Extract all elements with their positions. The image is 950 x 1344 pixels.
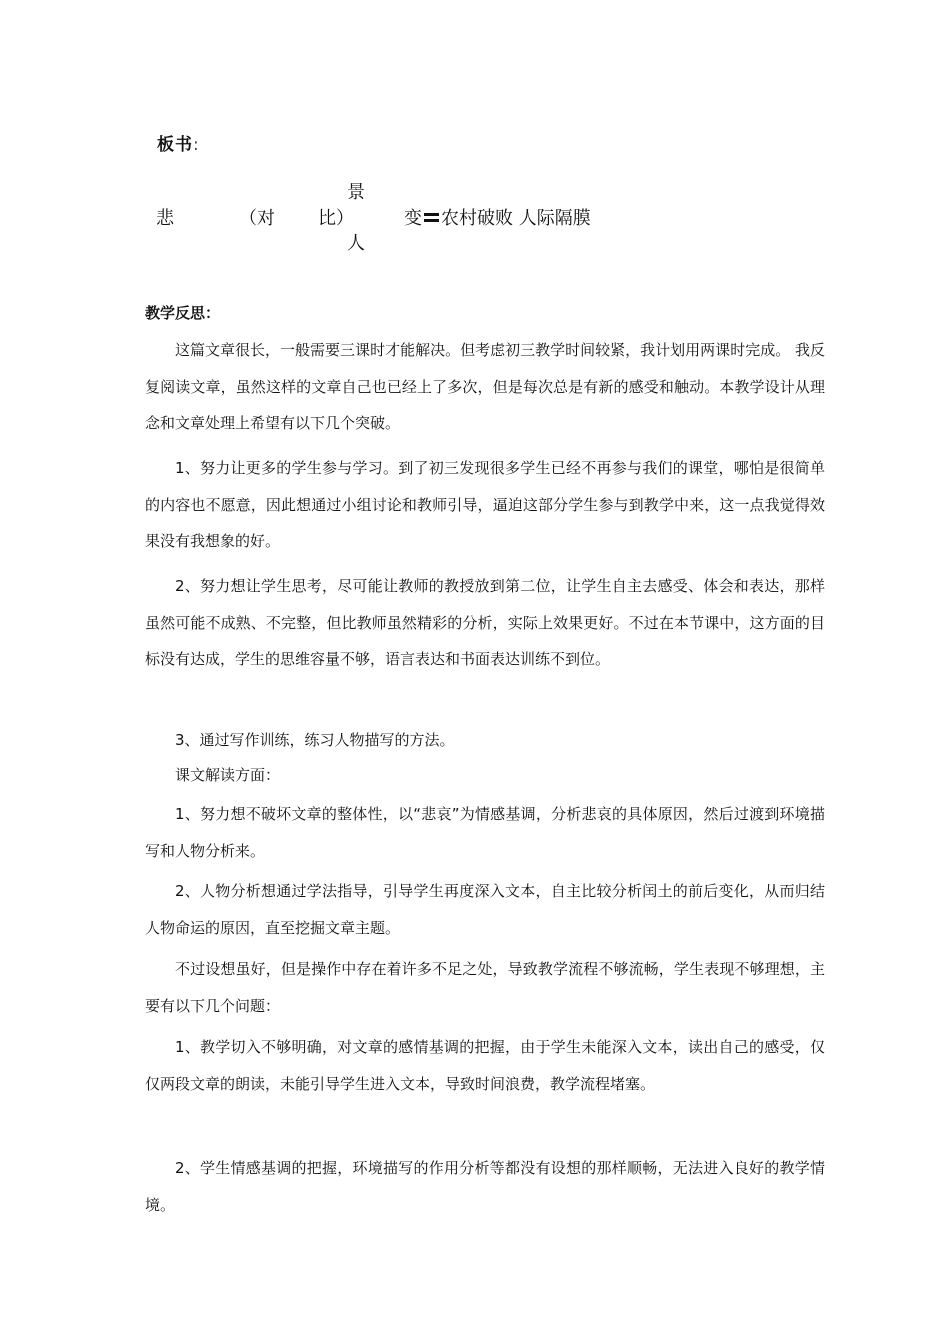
board-word-people: 人 xyxy=(347,233,365,254)
reflection-subheading: 课文解读方面： xyxy=(175,766,281,784)
reflection-paragraph: 1、努力让更多的学生参与学习。到了初三发现很多学生已经不再参与我们的课堂，哪怕是很简单的内容也不愿意，因此想通过小组讨论和教师引导，逼迫这部分学生参与到教学中来，这一点我觉得效果没有我想象的好。 xyxy=(145,459,825,550)
reflection-paragraph: 3、通过写作训练，练习人物描写的方法。 xyxy=(175,731,455,749)
board-word-contrast-left: （对 xyxy=(239,208,275,229)
board-word-contrast-right: 比） xyxy=(318,208,354,229)
reflection-heading: 教学反思： xyxy=(145,304,221,322)
equals-sign-icon xyxy=(424,213,439,222)
reflection-paragraph: 2、努力想让学生思考，尽可能让教师的教授放到第二位，让学生自主去感受、体会和表达，那样虽然可能不成熟、不完整，但比教师虽然精彩的分析，实际上效果更好。不过在本节课中，这方面的目标没有达成，学生的思维容量不够，语言表达和书面表达训练不到位。 xyxy=(145,577,825,668)
board-word-sorrow: 悲 xyxy=(156,208,174,229)
board-change-line xyxy=(404,208,591,230)
reflection-paragraph: 2、人物分析想通过学法指导，引导学生再度深入文本，自主比较分析闰土的前后变化，从而归结人物命运的原因，直至挖掘文章主题。 xyxy=(145,882,825,937)
reflection-paragraph: 不过设想虽好，但是操作中存在着许多不足之处，导致教学流程不够流畅，学生表现不够理想，主要有以下几个问题： xyxy=(145,960,825,1015)
reflection-paragraph: 1、努力想不破坏文章的整体性，以“悲哀”为情感基调，分析悲哀的具体原因，然后过渡到环境描写和人物分析来。 xyxy=(145,805,825,860)
reflection-paragraph: 这篇文章很长，一般需要三课时才能解决。但考虑初三教学时间较紧，我计划用两课时完成。 我反复阅读文章，虽然这样的文章自己也已经上了多次，但是每次总是有新的感受和触动。本教学设计从理念和文章处理上希望有以下几个突破。 xyxy=(145,341,825,432)
board-heading: 板书: xyxy=(157,135,200,155)
board-word-scenery: 景 xyxy=(347,182,365,203)
reflection-paragraph: 1、教学切入不够明确，对文章的感情基调的把握，由于学生未能深入文本，读出自己的感受，仅仅两段文章的朗读，未能引导学生进入文本，导致时间浪费，教学流程堵塞。 xyxy=(145,1038,825,1093)
board-word-change: 变 xyxy=(404,208,422,229)
board-result: 农村破败 人际隔膜 xyxy=(441,208,591,229)
reflection-paragraph: 2、学生情感基调的把握，环境描写的作用分析等都没有设想的那样顺畅，无法进入良好的教学情境。 xyxy=(145,1159,825,1214)
